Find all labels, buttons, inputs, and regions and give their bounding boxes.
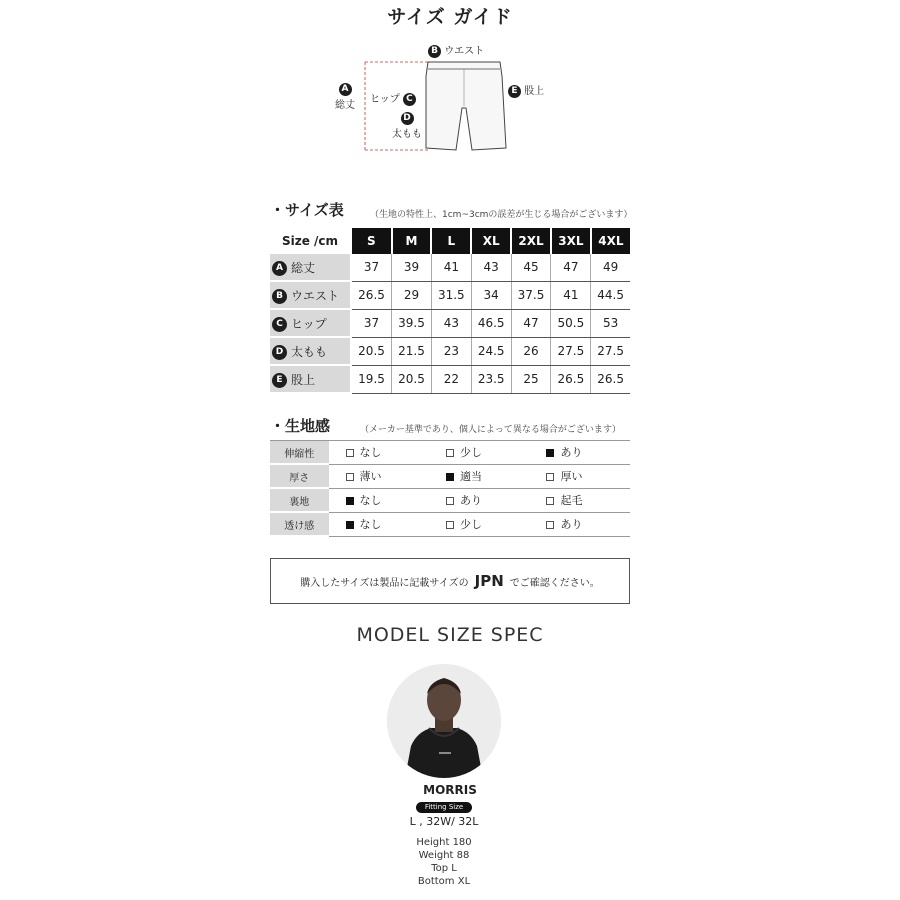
fabric-option: 厚い xyxy=(529,464,630,488)
checkbox-icon xyxy=(346,449,354,457)
fabric-row xyxy=(270,464,630,488)
checkbox-icon xyxy=(446,521,454,529)
fabric-option: 薄い xyxy=(329,464,429,488)
label-rise: E 股上 xyxy=(508,82,544,98)
size-diagram xyxy=(330,36,570,161)
label-thigh: D 太もも xyxy=(392,113,422,140)
model-top-size: Top L xyxy=(431,863,457,874)
notice-text-after: でご確認ください。 xyxy=(509,577,600,589)
size-value: 44.5 xyxy=(591,281,630,309)
table-row xyxy=(270,281,630,309)
fabric-heading: ・生地感 xyxy=(270,417,331,435)
notice-text-before: 購入したサイズは製品に記載サイズの xyxy=(300,577,469,589)
fabric-row xyxy=(270,512,630,536)
page-title: サイズ ガイド xyxy=(387,6,513,28)
size-value: 47 xyxy=(511,309,551,337)
checkbox-icon xyxy=(546,497,554,505)
table-row xyxy=(270,309,630,337)
checkbox-checked-icon xyxy=(546,449,554,457)
size-value: 20.5 xyxy=(351,337,392,365)
size-value: 49 xyxy=(591,254,630,281)
size-header: XL xyxy=(471,228,511,254)
size-value: 39.5 xyxy=(392,309,432,337)
fabric-option: 少し xyxy=(429,512,529,536)
size-table-note: （生地の特性上、1cm~3cmの誤差が生じる場合がございます） xyxy=(370,210,633,220)
size-value: 19.5 xyxy=(351,365,392,393)
fabric-note: （メーカー基準であり、個人によって異なる場合がございます） xyxy=(360,425,621,435)
size-value: 26.5 xyxy=(551,365,591,393)
size-value: 27.5 xyxy=(591,337,630,365)
size-table xyxy=(270,228,630,394)
fabric-option: 適当 xyxy=(429,464,529,488)
row-label: E 股上 xyxy=(270,365,351,393)
checkbox-checked-icon xyxy=(346,521,354,529)
table-row xyxy=(270,254,630,281)
checkbox-checked-icon xyxy=(446,473,454,481)
row-label: A 総丈 xyxy=(270,254,351,281)
size-value: 41 xyxy=(551,281,591,309)
fabric-option: あり xyxy=(529,512,630,536)
checkbox-icon xyxy=(446,497,454,505)
size-value: 24.5 xyxy=(471,337,511,365)
row-label: B ウエスト xyxy=(270,281,351,309)
label-waist: B ウエスト xyxy=(428,42,484,58)
row-label: D 太もも xyxy=(270,337,351,365)
model-stats xyxy=(0,836,888,888)
checkbox-icon xyxy=(346,473,354,481)
size-value: 25 xyxy=(511,365,551,393)
notice-box xyxy=(270,558,630,604)
model-name: MORRIS xyxy=(423,783,477,797)
model-photo-icon xyxy=(387,664,501,778)
fabric-table xyxy=(270,440,630,537)
fabric-option: あり xyxy=(529,441,630,465)
fabric-option: 少し xyxy=(429,441,529,465)
size-value: 43 xyxy=(431,309,471,337)
size-table-heading: ・サイズ表 xyxy=(270,201,344,219)
size-header: L xyxy=(431,228,471,254)
model-height: Height 180 xyxy=(416,837,472,848)
size-value: 26 xyxy=(511,337,551,365)
size-value: 37 xyxy=(351,309,392,337)
checkbox-checked-icon xyxy=(346,497,354,505)
size-header: S xyxy=(351,228,392,254)
label-length: A 総丈 xyxy=(335,84,355,111)
fabric-row-label: 透け感 xyxy=(270,512,329,536)
size-value: 37 xyxy=(351,254,392,281)
fabric-row-label: 厚さ xyxy=(270,464,329,488)
checkbox-icon xyxy=(546,473,554,481)
size-value: 26.5 xyxy=(351,281,392,309)
size-value: 39 xyxy=(392,254,432,281)
model-bottom-size: Bottom XL xyxy=(417,876,471,887)
model-section-title: MODEL SIZE SPEC xyxy=(356,624,544,646)
size-value: 23.5 xyxy=(471,365,511,393)
fabric-option: なし xyxy=(329,441,429,465)
size-header: 4XL xyxy=(591,228,630,254)
size-value: 27.5 xyxy=(551,337,591,365)
fabric-row xyxy=(270,441,630,465)
row-label: C ヒップ xyxy=(270,309,351,337)
size-value: 37.5 xyxy=(511,281,551,309)
fabric-option: あり xyxy=(429,488,529,512)
label-hip: ヒップ C xyxy=(370,90,416,106)
size-header-row xyxy=(270,228,630,254)
size-value: 31.5 xyxy=(431,281,471,309)
size-value: 45 xyxy=(511,254,551,281)
fabric-option: 起毛 xyxy=(529,488,630,512)
size-header: 2XL xyxy=(511,228,551,254)
fitting-size-badge: Fitting Size xyxy=(416,802,472,813)
size-value: 23 xyxy=(431,337,471,365)
size-value: 21.5 xyxy=(392,337,432,365)
size-value: 26.5 xyxy=(591,365,630,393)
size-value: 47 xyxy=(551,254,591,281)
fitting-size-value: L , 32W/ 32L xyxy=(409,815,479,828)
model-weight: Weight 88 xyxy=(418,850,470,861)
fabric-option: なし xyxy=(329,488,429,512)
model-avatar xyxy=(387,664,501,778)
size-value: 29 xyxy=(392,281,432,309)
fabric-row xyxy=(270,488,630,512)
size-value: 34 xyxy=(471,281,511,309)
size-value: 20.5 xyxy=(392,365,432,393)
notice-highlight: JPN xyxy=(474,572,504,590)
fabric-option: なし xyxy=(329,512,429,536)
size-value: 43 xyxy=(471,254,511,281)
checkbox-icon xyxy=(546,521,554,529)
checkbox-icon xyxy=(446,449,454,457)
table-row xyxy=(270,337,630,365)
table-row xyxy=(270,365,630,393)
fabric-row-label: 裏地 xyxy=(270,488,329,512)
size-value: 53 xyxy=(591,309,630,337)
size-value: 46.5 xyxy=(471,309,511,337)
size-value: 22 xyxy=(431,365,471,393)
size-header: 3XL xyxy=(551,228,591,254)
size-value: 41 xyxy=(431,254,471,281)
size-corner-label: Size /cm xyxy=(281,234,339,248)
size-value: 50.5 xyxy=(551,309,591,337)
size-header: M xyxy=(392,228,432,254)
fabric-row-label: 伸縮性 xyxy=(270,441,329,465)
